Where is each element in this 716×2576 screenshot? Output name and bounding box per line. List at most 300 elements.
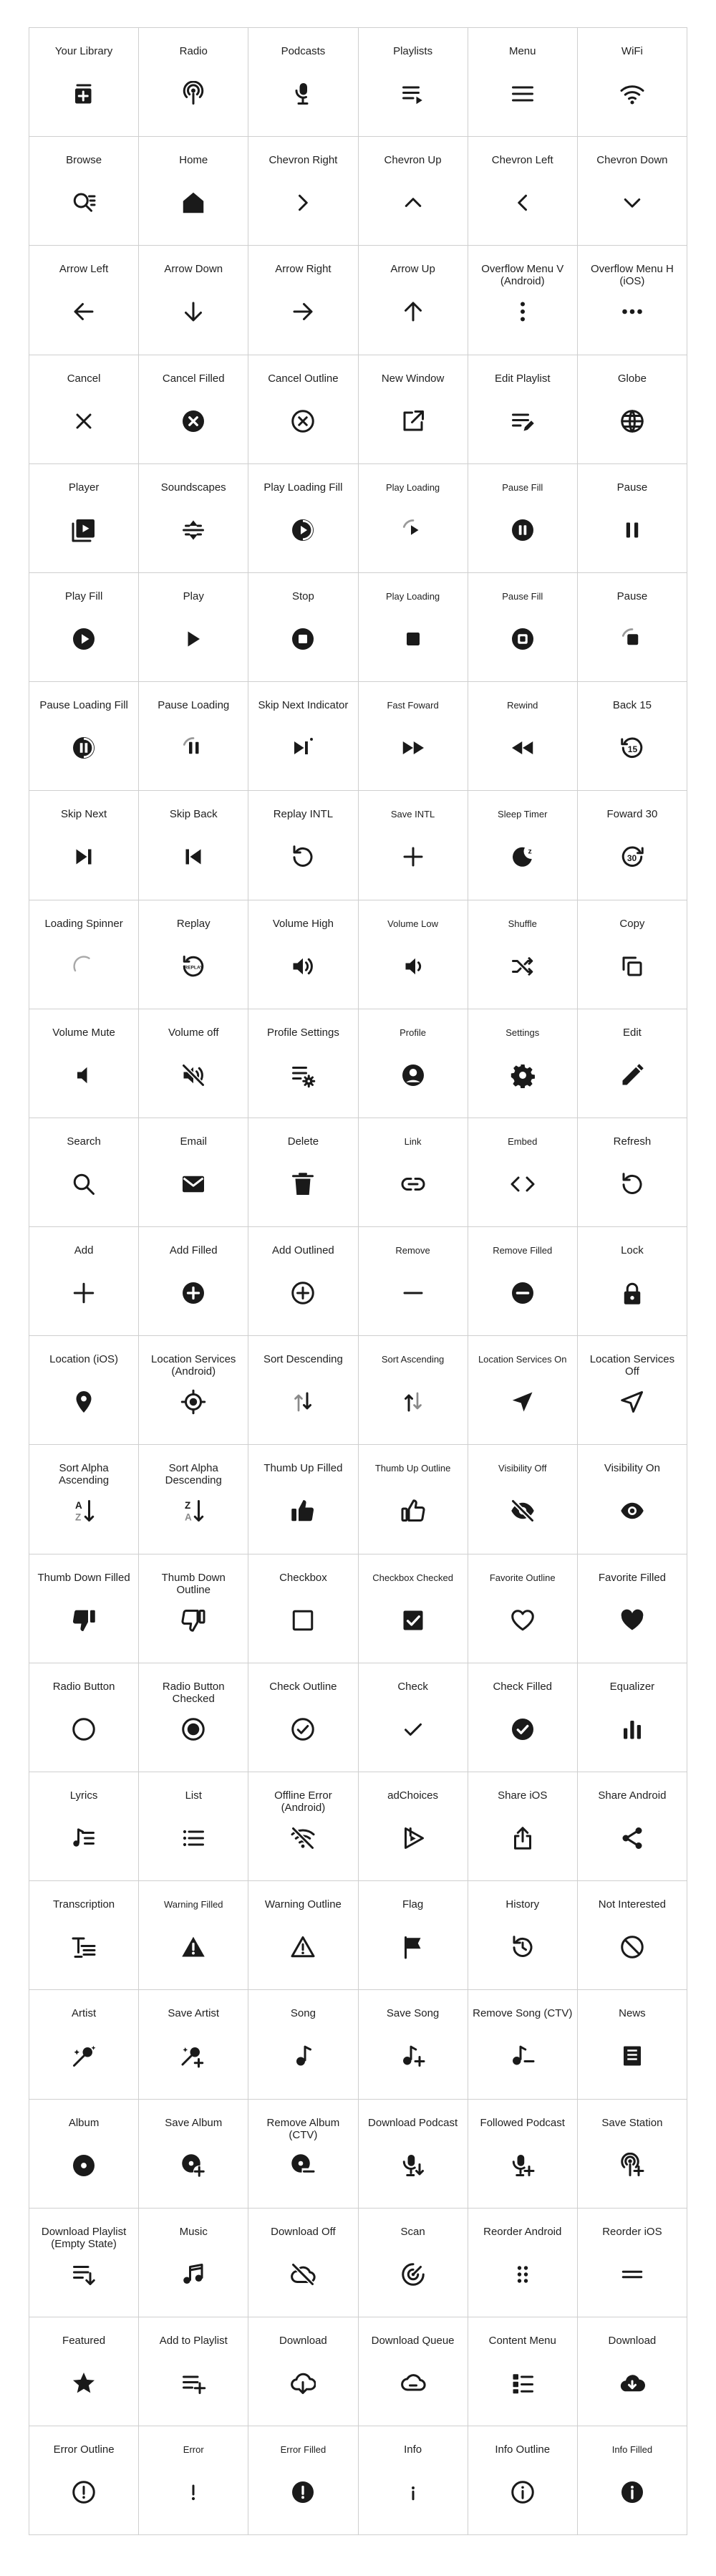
profile-settings-icon [290, 1062, 316, 1088]
stop-ring-icon [510, 626, 536, 652]
icon-cell [139, 2100, 248, 2209]
icon-cell [359, 2209, 468, 2317]
save-intl-icon [400, 844, 426, 870]
icon-label: Pause Fill [502, 590, 543, 602]
icon-cell [139, 1554, 248, 1663]
shuffle-icon [510, 953, 536, 979]
icon-label: Replay [176, 917, 211, 930]
icon-label: Chevron Down [596, 154, 668, 167]
info-icon [400, 2479, 426, 2505]
icon-cell [248, 28, 358, 137]
icon-label: Play Loading [385, 590, 440, 602]
icon-label: Save INTL [390, 809, 435, 820]
icon-cell [578, 2317, 687, 2426]
icon-label: Radio Button [52, 1680, 115, 1693]
svg-text:30: 30 [626, 853, 637, 864]
replay-intl-icon [290, 844, 316, 870]
icon-cell [578, 28, 687, 137]
icon-cell [139, 2426, 248, 2535]
icon-cell [468, 1118, 578, 1227]
warning-filled-icon [180, 1934, 206, 1960]
delete-icon [290, 1171, 316, 1197]
skip-next-icon [71, 844, 97, 870]
download-podcast-icon [400, 2153, 426, 2178]
icon-label: Loading Spinner [44, 917, 123, 930]
overflow-horizontal-icon [619, 299, 645, 325]
icon-label: Music [179, 2225, 208, 2238]
icon-cell [578, 1554, 687, 1663]
icon-cell [248, 791, 358, 900]
icon-cell [248, 1881, 358, 1990]
icon-cell [29, 1009, 139, 1118]
icon-label: Location Services (Android) [151, 1353, 236, 1378]
icon-cell [29, 137, 139, 246]
rewind-icon [510, 735, 536, 761]
radio-button-icon [71, 1716, 97, 1742]
menu-icon [510, 81, 536, 107]
icon-cell [29, 355, 139, 464]
icon-label: Embed [508, 1135, 538, 1147]
icon-label: Save Album [165, 2116, 223, 2129]
volume-high-icon [290, 953, 316, 979]
icon-label: Home [179, 154, 208, 167]
icon-label: Add Filled [169, 1244, 218, 1257]
icon-label: Play [183, 590, 204, 602]
icon-cell [29, 2209, 139, 2317]
volume-off-icon [180, 1062, 206, 1088]
not-interested-icon [619, 1934, 645, 1960]
play-fill-icon [71, 626, 97, 652]
icon-cell [578, 573, 687, 682]
icon-cell [248, 464, 358, 573]
icon-cell [139, 1663, 248, 1772]
icon-cell [578, 1118, 687, 1227]
icon-label: Profile [400, 1027, 426, 1038]
music-icon [180, 2262, 206, 2287]
icon-cell [359, 2317, 468, 2426]
icon-label: Share Android [598, 1789, 667, 1802]
icon-label: Favorite Outline [489, 1572, 556, 1583]
play-icon [180, 626, 206, 652]
icon-cell [359, 137, 468, 246]
icon-label: Remove [395, 1245, 430, 1256]
icon-label: Cancel Outline [268, 372, 339, 385]
icon-label: Player [68, 481, 100, 494]
icon-label: Check [397, 1680, 428, 1693]
icon-label: Playlists [393, 45, 433, 57]
icon-label: Remove Album (CTV) [266, 2116, 340, 2141]
icon-cell [248, 2209, 358, 2317]
playlists-icon [400, 81, 426, 107]
edit-playlist-icon [510, 408, 536, 434]
svg-text:A: A [185, 1512, 192, 1523]
remove-song-icon [510, 2043, 536, 2069]
icon-label: Download [608, 2334, 657, 2347]
icon-label: Location (iOS) [49, 1353, 119, 1366]
icon-cell [359, 1118, 468, 1227]
info-filled-icon [619, 2479, 645, 2505]
reorder-android-icon [510, 2262, 536, 2287]
icon-label: Warning Outline [264, 1898, 342, 1911]
icon-label: Chevron Right [268, 154, 338, 167]
icon-cell [29, 246, 139, 355]
icon-label: adChoices [387, 1789, 439, 1802]
lock-icon [619, 1280, 645, 1306]
icon-cell [359, 1227, 468, 1336]
icon-cell [359, 1663, 468, 1772]
icon-label: Play Fill [64, 590, 103, 602]
icon-cell [29, 900, 139, 1009]
remove-filled-icon [510, 1280, 536, 1306]
player-icon [71, 517, 97, 543]
checkbox-icon [290, 1607, 316, 1633]
sort-alpha-descending-icon [180, 1498, 206, 1524]
icon-cell [578, 1009, 687, 1118]
checkbox-checked-icon [400, 1607, 426, 1633]
icon-label: Skip Next [60, 808, 107, 821]
pause-loading-fill-icon [71, 735, 97, 761]
icon-label: Pause Loading [158, 699, 230, 712]
radio-icon [180, 81, 206, 107]
icon-cell [248, 1118, 358, 1227]
settings-icon [510, 1062, 536, 1088]
sort-descending-icon [290, 1389, 316, 1415]
icon-cell [139, 1118, 248, 1227]
icon-label: Thumb Up Filled [263, 1462, 343, 1475]
icon-label: Rewind [507, 700, 538, 711]
icon-cell [578, 246, 687, 355]
icon-label: Content Menu [488, 2334, 556, 2347]
icon-label: Download Off [271, 2225, 336, 2238]
add-outlined-icon [290, 1280, 316, 1306]
icon-label: Warning Filled [163, 1899, 223, 1911]
embed-icon [510, 1171, 536, 1197]
browse-icon [71, 190, 97, 216]
icon-label: Overflow Menu H (iOS) [590, 263, 674, 288]
icon-cell [578, 1881, 687, 1990]
icon-cell [248, 1990, 358, 2099]
icon-label: Share iOS [498, 1789, 548, 1802]
icon-cell [578, 2209, 687, 2317]
icon-cell [29, 2317, 139, 2426]
svg-text:z: z [528, 847, 532, 856]
icon-cell [248, 246, 358, 355]
icon-label: Volume off [168, 1026, 219, 1039]
cancel-outline-icon [290, 408, 316, 434]
icon-label: Thumb Down Outline [161, 1571, 226, 1596]
icon-label: Error [183, 2444, 204, 2456]
icon-label: Album [68, 2116, 100, 2129]
play-loading-fill-icon [290, 517, 316, 543]
icon-cell [139, 682, 248, 791]
icon-label: Skip Back [169, 808, 218, 821]
icon-cell [468, 900, 578, 1009]
icon-cell [359, 682, 468, 791]
location-off-icon [619, 1389, 645, 1415]
icon-label: Stop [291, 590, 314, 602]
pause-loading-icon [180, 735, 206, 761]
icon-label: Edit Playlist [494, 372, 551, 385]
icon-cell [139, 1881, 248, 1990]
icon-label: Email [180, 1135, 207, 1148]
arrow-left-icon [71, 299, 97, 325]
icon-cell [139, 1009, 248, 1118]
icon-label: Followed Podcast [480, 2116, 565, 2129]
overflow-vertical-icon [510, 299, 536, 325]
icon-label: Overflow Menu V (Android) [481, 263, 564, 288]
icon-cell [248, 1772, 358, 1881]
save-album-icon [180, 2153, 206, 2178]
icon-cell [248, 2426, 358, 2535]
icon-cell [359, 464, 468, 573]
icon-cell [578, 1772, 687, 1881]
icon-cell [359, 2100, 468, 2209]
icon-label: Volume Mute [52, 1026, 115, 1039]
icon-label: Lyrics [69, 1789, 98, 1802]
svg-text:A: A [75, 1500, 82, 1512]
icon-cell [139, 2317, 248, 2426]
podcasts-icon [290, 81, 316, 107]
icon-label: Thumb Down Filled [37, 1571, 130, 1584]
icon-label: Download Playlist (Empty State) [41, 2225, 127, 2250]
icon-cell [139, 573, 248, 682]
icon-cell [468, 791, 578, 900]
icon-label: Reorder Android [483, 2225, 562, 2238]
icon-label: Info Filled [611, 2444, 653, 2456]
icon-label: Skip Next Indicator [258, 699, 349, 712]
favorite-filled-icon [619, 1607, 645, 1633]
download-off-icon [290, 2262, 316, 2287]
icon-cell [468, 1663, 578, 1772]
thumb-up-filled-icon [290, 1498, 316, 1524]
play-loading-icon [400, 517, 426, 543]
add-icon [71, 1280, 97, 1306]
icon-cell [468, 355, 578, 464]
icon-cell [468, 1227, 578, 1336]
skip-next-indicator-icon [290, 735, 316, 761]
stop-icon [400, 626, 426, 652]
icon-label: Location Services Off [589, 1353, 675, 1378]
icon-cell [248, 1663, 358, 1772]
icon-cell [578, 1663, 687, 1772]
icon-cell [359, 1772, 468, 1881]
icon-cell [29, 1990, 139, 2099]
icon-cell [248, 1227, 358, 1336]
icon-label: List [185, 1789, 202, 1802]
icon-label: Scan [400, 2225, 425, 2238]
icon-label: Remove Song (CTV) [473, 2007, 573, 2020]
content-menu-icon [510, 2370, 536, 2396]
favorite-outline-icon [510, 1607, 536, 1633]
icon-label: Download Queue [371, 2334, 455, 2347]
reorder-ios-icon [619, 2262, 645, 2287]
icon-cell [359, 1445, 468, 1554]
globe-icon [619, 408, 645, 434]
icon-cell [139, 355, 248, 464]
chevron-left-icon [510, 190, 536, 216]
icon-cell [29, 1772, 139, 1881]
icon-label: Cancel [67, 372, 101, 385]
icon-label: Not Interested [598, 1898, 667, 1911]
icon-label: Save Station [601, 2116, 663, 2129]
icon-cell [468, 573, 578, 682]
icon-label: Your Library [54, 45, 113, 57]
icon-cell [29, 791, 139, 900]
icon-cell [359, 900, 468, 1009]
icon-label: Sort Ascending [381, 1354, 445, 1365]
icon-label: Chevron Left [491, 154, 553, 167]
icon-label: Soundscapes [160, 481, 226, 494]
icon-label: News [619, 2007, 646, 2020]
skip-back-icon [180, 844, 206, 870]
icon-label: Add to Playlist [159, 2334, 228, 2347]
icon-cell [29, 464, 139, 573]
stop-loading-icon [619, 626, 645, 652]
icon-label: Radio [179, 45, 208, 57]
remove-icon [400, 1280, 426, 1306]
thumb-up-outline-icon [400, 1498, 426, 1524]
info-outline-icon [510, 2479, 536, 2505]
icon-cell [139, 28, 248, 137]
icon-label: Arrow Left [59, 263, 109, 276]
scan-icon [400, 2262, 426, 2287]
back-15-icon [619, 735, 645, 761]
icon-label: Radio Button Checked [162, 1680, 225, 1705]
icon-label: History [505, 1898, 540, 1911]
library-icon [71, 81, 97, 107]
icon-label: Edit [622, 1026, 642, 1039]
song-icon [290, 2043, 316, 2069]
new-window-icon [400, 408, 426, 434]
save-station-icon [619, 2153, 645, 2178]
icon-cell [468, 1990, 578, 2099]
icon-cell [578, 2426, 687, 2535]
icon-cell [468, 28, 578, 137]
icon-cell [578, 137, 687, 246]
chevron-down-icon [619, 190, 645, 216]
icon-cell [468, 1554, 578, 1663]
icon-cell [468, 1881, 578, 1990]
icon-cell [468, 1336, 578, 1445]
home-icon [180, 190, 206, 216]
icon-label: Download [279, 2334, 327, 2347]
icon-label: Play Loading Fill [263, 481, 343, 494]
icon-cell [29, 1227, 139, 1336]
icon-label: Volume High [272, 917, 334, 930]
share-ios-icon [510, 1825, 536, 1851]
cancel-icon [71, 408, 97, 434]
svg-text:Z: Z [75, 1512, 82, 1523]
icon-cell [578, 1990, 687, 2099]
icon-label: Arrow Right [275, 263, 332, 276]
icon-label: Error Outline [53, 2443, 115, 2456]
arrow-down-icon [180, 299, 206, 325]
search-icon [71, 1171, 97, 1197]
icon-cell [139, 1990, 248, 2099]
thumb-down-filled-icon [71, 1607, 97, 1633]
icon-label: Info [404, 2443, 422, 2456]
sort-ascending-icon [400, 1389, 426, 1415]
offline-error-icon [290, 1825, 316, 1851]
icon-cell [29, 2426, 139, 2535]
icon-cell [29, 1336, 139, 1445]
icon-cell [248, 2317, 358, 2426]
icon-label: Globe [617, 372, 647, 385]
icon-cell [468, 2209, 578, 2317]
icon-cell [578, 2100, 687, 2209]
icon-label: Pause [616, 481, 648, 494]
icon-label: Sleep Timer [498, 809, 548, 820]
icon-label: Delete [287, 1135, 319, 1148]
icon-cell [248, 355, 358, 464]
warning-outline-icon [290, 1934, 316, 1960]
icon-cell [468, 1009, 578, 1118]
icon-label: Location Services On [478, 1354, 567, 1365]
icon-cell [359, 1009, 468, 1118]
add-filled-icon [180, 1280, 206, 1306]
refresh-icon [619, 1171, 645, 1197]
icon-label: Error Filled [280, 2444, 326, 2456]
equalizer-icon [619, 1716, 645, 1742]
icon-cell [468, 137, 578, 246]
icon-label: Lock [621, 1244, 644, 1257]
icon-cell [248, 682, 358, 791]
icon-cell [139, 137, 248, 246]
icon-cell [578, 682, 687, 791]
icon-label: Checkbox Checked [372, 1572, 453, 1583]
profile-icon [400, 1062, 426, 1088]
arrow-right-icon [290, 299, 316, 325]
wifi-icon [619, 81, 645, 107]
icon-cell [578, 1227, 687, 1336]
svg-text:15: 15 [627, 744, 638, 755]
icon-cell [359, 573, 468, 682]
error-filled-icon [290, 2479, 316, 2505]
forward-30-icon [619, 844, 645, 870]
location-on-icon [510, 1389, 536, 1415]
icon-label: Info Outline [495, 2443, 551, 2456]
icon-cell [248, 2100, 358, 2209]
artist-icon [71, 2043, 97, 2069]
icon-label: Sort Alpha Ascending [59, 1462, 110, 1487]
icon-label: Song [290, 2007, 316, 2020]
icon-cell [248, 1336, 358, 1445]
icon-cell [139, 1445, 248, 1554]
history-icon [510, 1934, 536, 1960]
icon-label: Cancel Filled [162, 372, 225, 385]
download-playlist-icon [71, 2262, 97, 2287]
error-icon [180, 2479, 206, 2505]
download-queue-icon [400, 2370, 426, 2396]
check-outline-icon [290, 1716, 316, 1742]
icon-label: Add Outlined [272, 1244, 334, 1257]
icon-cell [468, 682, 578, 791]
icon-label: Add [74, 1244, 94, 1257]
icon-label: Artist [71, 2007, 97, 2020]
icon-label: Pause Loading Fill [39, 699, 128, 712]
icon-label: Podcasts [281, 45, 326, 57]
icon-label: Checkbox [279, 1571, 327, 1584]
download-outline-icon [290, 2370, 316, 2396]
icon-label: Search [67, 1135, 101, 1148]
icon-cell [578, 900, 687, 1009]
location-ios-icon [71, 1389, 97, 1415]
error-outline-icon [71, 2479, 97, 2505]
icon-cell [139, 1772, 248, 1881]
icon-cell [29, 28, 139, 137]
loading-spinner-icon [71, 953, 97, 979]
icon-label: Play Loading [385, 481, 440, 493]
